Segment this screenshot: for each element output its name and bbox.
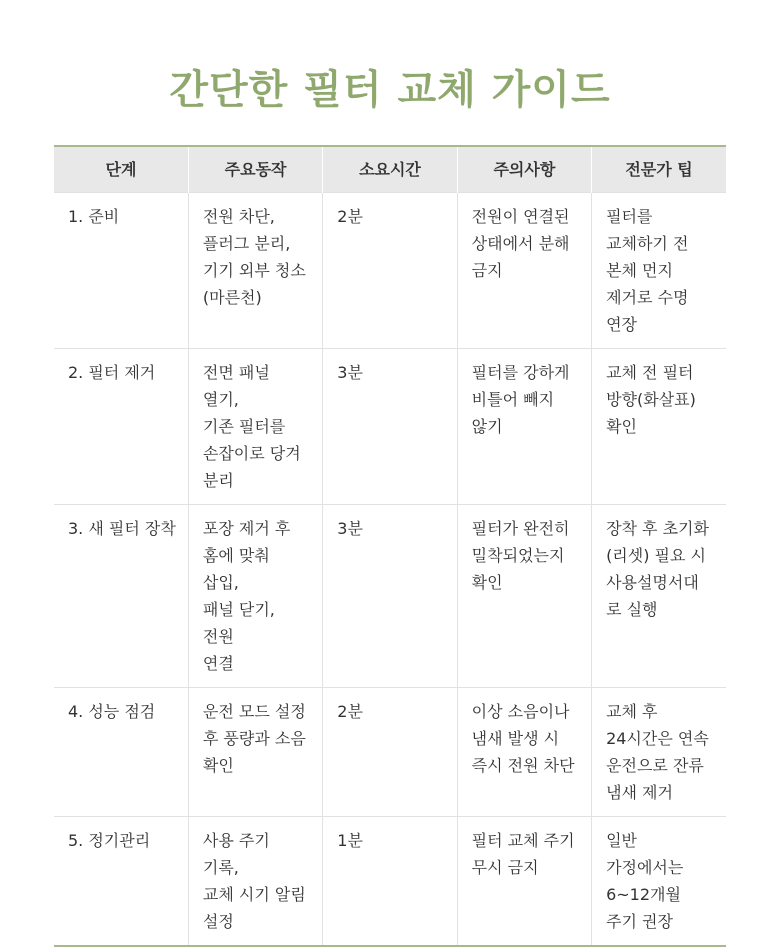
action-text: 사용 주기 기록, 교체 시기 알림 설정 (202, 830, 306, 931)
cell-action (188, 504, 322, 687)
table-body (54, 192, 726, 946)
cell-time (323, 687, 457, 816)
caution-text: 필터 교체 주기 무시 금지 (471, 830, 575, 877)
cell-time (323, 504, 457, 687)
cell-action (188, 687, 322, 816)
column-header-action: 주요동작 (188, 146, 322, 192)
time-text: 3분 (337, 362, 363, 382)
cell-caution (457, 504, 591, 687)
cell-caution (457, 348, 591, 504)
column-header-tip: 전문가 팁 (592, 146, 726, 192)
column-header-caution: 주의사항 (457, 146, 591, 192)
action-text: 전원 차단, 플러그 분리, 기기 외부 청소 (마른천) (202, 206, 306, 307)
time-text: 2분 (337, 206, 363, 226)
tip-text: 장착 후 초기화 (리셋) 필요 시 사용설명서대 로 실행 (606, 518, 709, 619)
cell-action (188, 192, 322, 348)
column-header-time: 소요시간 (323, 146, 457, 192)
page-title: 간단한 필터 교체 가이드 (169, 67, 611, 113)
action-text: 운전 모드 설정 후 풍량과 소음 확인 (202, 701, 306, 775)
header-row (54, 146, 726, 192)
table-row (54, 192, 726, 348)
cell-step (54, 504, 188, 687)
cell-tip (592, 816, 726, 946)
cell-tip (592, 504, 726, 687)
tip-text: 필터를 교체하기 전 본체 먼지 제거로 수명 연장 (606, 206, 689, 334)
time-text: 2분 (337, 701, 363, 721)
cell-tip (592, 192, 726, 348)
action-text: 포장 제거 후 홈에 맞춰 삽입, 패널 닫기, 전원 연결 (202, 518, 291, 673)
table-row (54, 504, 726, 687)
table-row (54, 348, 726, 504)
table-row (54, 816, 726, 946)
caution-text: 필터가 완전히 밀착되었는지 확인 (471, 518, 570, 592)
caution-text: 필터를 강하게 비틀어 빼지 않기 (471, 362, 570, 436)
cell-time (323, 192, 457, 348)
tip-text: 일반 가정에서는 6~12개월 주기 권장 (606, 830, 684, 931)
cell-time (323, 816, 457, 946)
cell-caution (457, 192, 591, 348)
step-text: 5. 정기관리 (68, 830, 151, 850)
cell-step (54, 348, 188, 504)
time-text: 1분 (337, 830, 363, 850)
caution-text: 전원이 연결된 상태에서 분해 금지 (471, 206, 570, 280)
cell-tip (592, 348, 726, 504)
cell-step (54, 816, 188, 946)
step-text: 1. 준비 (68, 206, 120, 226)
cell-caution (457, 816, 591, 946)
table-row (54, 687, 726, 816)
step-text: 3. 새 필터 장착 (68, 518, 176, 538)
cell-caution (457, 687, 591, 816)
tip-text: 교체 후 24시간은 연속 운전으로 잔류 냄새 제거 (606, 701, 709, 802)
cell-time (323, 348, 457, 504)
action-text: 전면 패널 열기, 기존 필터를 손잡이로 당겨 분리 (202, 362, 301, 490)
column-header-step: 단계 (105, 159, 137, 179)
cell-tip (592, 687, 726, 816)
cell-step (54, 687, 188, 816)
cell-action (188, 816, 322, 946)
cell-action (188, 348, 322, 504)
cell-step (54, 192, 188, 348)
time-text: 3분 (337, 518, 363, 538)
step-text: 2. 필터 제거 (68, 362, 156, 382)
caution-text: 이상 소음이나 냄새 발생 시 즉시 전원 차단 (471, 701, 575, 775)
step-text: 4. 성능 점검 (68, 701, 156, 721)
tip-text: 교체 전 필터 방향(화살표) 확인 (606, 362, 696, 436)
table-header (54, 146, 726, 192)
filter-guide-table (54, 145, 726, 947)
